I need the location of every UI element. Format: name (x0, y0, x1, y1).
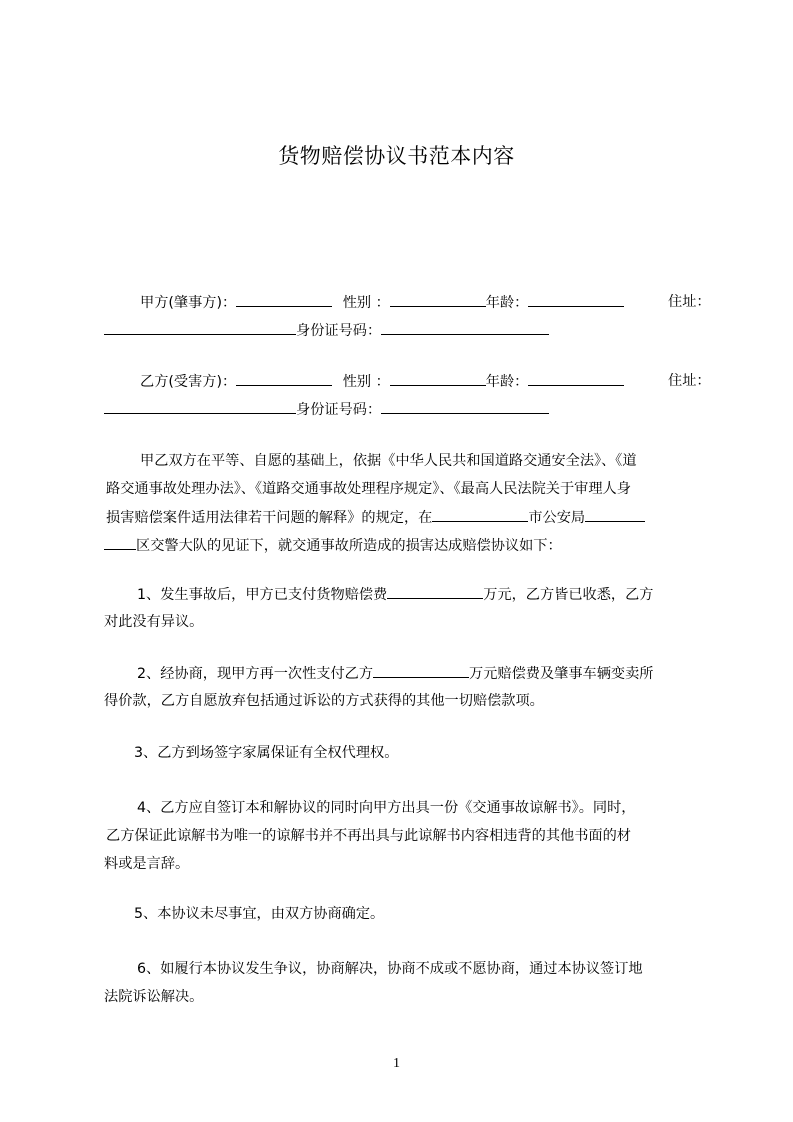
clause-1-text-a: 1、发生事故后，甲方已支付货物赔偿费 (137, 587, 388, 603)
preamble-line-2: 路交通事故处理办法》、《道路交通事故处理程序规定》、《最高人民法院关于审理人身 (106, 481, 631, 497)
district-blank-a (585, 507, 645, 522)
party-b-name-blank (236, 371, 332, 386)
party-a-gender-blank (390, 292, 486, 307)
clause-6-line-2: 法院诉讼解决。 (104, 989, 204, 1005)
party-b-gender-label: 性别 ： (342, 374, 390, 390)
party-b-address-label: 住址： (668, 373, 711, 389)
preamble-line-3 (106, 507, 645, 528)
party-b-address-blank (104, 399, 296, 414)
clause-4-line-3: 料或是言辞。 (104, 856, 190, 872)
preamble-line-1: 甲乙双方在平等、自愿的基础上，依据《中华人民共和国道路交通安全法》、《道 (140, 453, 637, 469)
clause-4-line-2: 乙方保证此谅解书为唯一的谅解书并不再出具与此谅解书内容相违背的其他书面的材 (106, 828, 631, 844)
document-title: 货物赔偿协议书范本内容 (278, 144, 515, 168)
clause-2-amount-blank (373, 663, 469, 678)
party-a-label: 甲方(肇事方)： (140, 295, 237, 311)
party-b-gender-blank (390, 371, 486, 386)
clause-3: 3、乙方到场签字家属保证有全权代理权。 (134, 745, 399, 761)
party-b-age-label: 年龄： (485, 374, 529, 390)
party-a-age-label: 年龄： (485, 295, 529, 311)
clause-2-line-1 (137, 663, 653, 684)
preamble-line-4-text: 区交警大队的见证下，就交通事故所造成的损害达成赔偿协议如下： (136, 538, 562, 554)
party-a-gender-label: 性别 ： (342, 295, 390, 311)
party-b-id-label: 身份证号码： (296, 402, 382, 418)
clause-2-text-a: 2、经协商，现甲方再一次性支付乙方 (137, 666, 374, 682)
party-b-label: 乙方(受害方)： (140, 374, 237, 390)
clause-6-line-1: 6、如履行本协议发生争议，协商解决，协商不成或不愿协商，通过本协议签订地 (137, 961, 643, 977)
party-b-age-blank (528, 371, 624, 386)
preamble-line-3b: 市公安局 (528, 510, 586, 526)
clause-1-line-2: 对此没有异议。 (104, 614, 204, 630)
party-a-row (140, 292, 624, 313)
party-a-age-blank (528, 292, 624, 307)
district-blank-b (104, 535, 136, 550)
clause-1-text-b: 万元，乙方皆已收悉，乙方 (483, 587, 654, 603)
party-b-id-blank (381, 399, 549, 414)
party-a-address-label: 住址： (668, 294, 711, 310)
city-blank (432, 507, 528, 522)
party-b-row-2 (104, 399, 549, 420)
party-a-id-label: 身份证号码： (296, 323, 382, 339)
party-a-row-2 (104, 320, 549, 341)
preamble-line-3a: 损害赔偿案件适用法律若干问题的解释》的规定，在 (106, 510, 433, 526)
page-number: 1 (393, 1056, 400, 1071)
party-a-name-blank (236, 292, 332, 307)
clause-2-line-2: 得价款，乙方自愿放弃包括通过诉讼的方式获得的其他一切赔偿款项。 (104, 693, 544, 709)
party-a-id-blank (381, 320, 549, 335)
party-b-row (140, 371, 624, 392)
clause-4-line-1: 4、乙方应自签订本和解协议的同时向甲方出具一份《交通事故谅解书》。同时， (137, 800, 636, 816)
clause-2-text-b: 万元赔偿费及肇事车辆变卖所 (469, 666, 654, 682)
preamble-line-4 (104, 535, 562, 556)
clause-1-amount-blank (387, 584, 483, 599)
party-a-address-blank (104, 320, 296, 335)
clause-1-line-1 (137, 584, 653, 605)
clause-5: 5、本协议未尽事宜，由双方协商确定。 (134, 906, 385, 922)
